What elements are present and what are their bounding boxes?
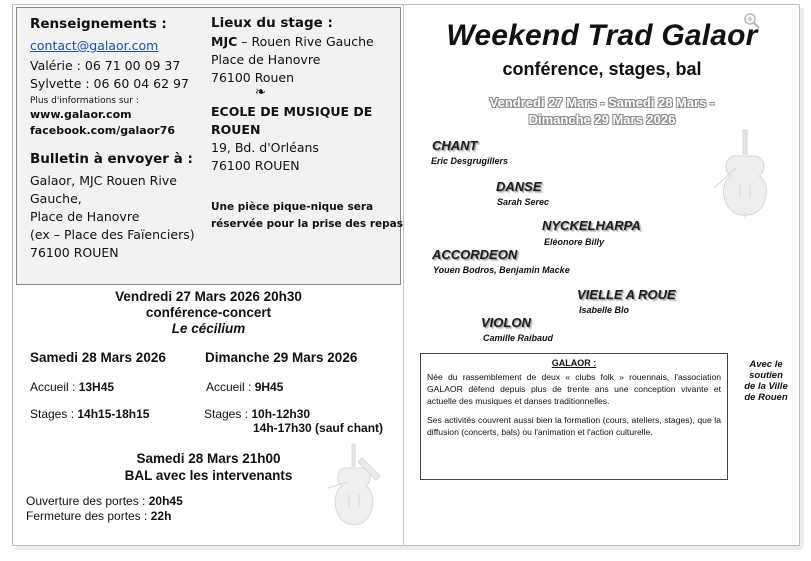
- bulletin-heading: Bulletin à envoyer à :: [30, 151, 193, 167]
- website-link[interactable]: www.galaor.com: [30, 108, 132, 121]
- phone-valerie: Valérie : 06 71 00 09 37: [30, 58, 181, 73]
- teacher-vielle-a-roue: Isabelle Blo: [579, 305, 630, 315]
- fold-line: [403, 4, 404, 546]
- dates-banner: [404, 94, 800, 128]
- venue-school-name-line: ROUEN: [211, 122, 261, 137]
- friday-event: conférence-concert: [145, 305, 272, 320]
- more-info-label: Plus d'informations sur :: [30, 96, 139, 106]
- picnic-line: Une pièce pique-nique sera: [211, 201, 374, 213]
- venue-mjc-name: MJC: [211, 34, 238, 49]
- teacher-accordeon: Youen Bodros, Benjamin Macke: [433, 265, 570, 275]
- sunday-stages-time: 10h-12h30: [251, 407, 311, 421]
- picnic-line: réservée pour la prise des repas: [211, 218, 403, 230]
- galaor-title: GALAOR :: [551, 358, 597, 368]
- ornament-icon: ❧: [255, 85, 266, 100]
- venue-music-school-name: [211, 103, 372, 139]
- teacher-nyckelharpa: Eléonore Billy: [544, 237, 605, 247]
- doors-open: [26, 494, 183, 508]
- sunday-welcome-label: Accueil :: [206, 380, 255, 394]
- stage-nyckelharpa: NYCKELHARPA: [542, 218, 641, 233]
- stage-chant: CHANT: [432, 138, 478, 153]
- email-link[interactable]: contact@galaor.com: [30, 38, 159, 53]
- saturday-title: Samedi 28 Mars 2026: [30, 350, 166, 365]
- cello-watermark-icon: [712, 128, 778, 220]
- doors-open-label: Ouverture des portes :: [26, 494, 149, 508]
- venue-school-name-line: ECOLE DE MUSIQUE DE: [211, 104, 373, 119]
- galaor-description-box: [420, 353, 728, 480]
- stage-danse: DANSE: [496, 179, 542, 194]
- saturday-stages-label: Stages :: [30, 407, 78, 421]
- sunday-welcome: [206, 380, 283, 394]
- sunday-stages: [204, 407, 310, 421]
- teacher-violon: Camille Raibaud: [483, 333, 554, 343]
- friday-date: Vendredi 27 Mars 2026 20h30: [115, 289, 302, 304]
- support-line: de Rouen: [744, 392, 788, 403]
- galaor-paragraph: Née du rassemblement de deux « clubs folk » rouennais, l'association GALAOR défend depuis plus de trente ans une conception vivante et actuelle des musiques et danses traditionnelles.: [427, 372, 721, 406]
- page-shadow-right: [800, 8, 804, 548]
- address-line: Place de Hanovre: [30, 209, 140, 224]
- venue-school-line: 19, Bd. d'Orléans: [211, 140, 319, 155]
- doors-open-time: 20h45: [148, 494, 183, 508]
- venue-mjc-line: 76100 Rouen: [211, 70, 295, 85]
- phone-sylvette: Sylvette : 06 60 04 62 97: [30, 76, 189, 91]
- facebook-link[interactable]: facebook.com/galaor76: [30, 124, 176, 137]
- saturday-welcome-time: 13H45: [78, 380, 115, 394]
- doors-close-label: Fermeture des portes :: [26, 509, 151, 523]
- bal-date: Samedi 28 Mars 21h00: [136, 451, 281, 466]
- sunday-welcome-time: 9H45: [254, 380, 284, 394]
- saturday-welcome: [30, 380, 114, 394]
- support-line: soutien: [749, 370, 783, 381]
- stage-accordeon: ACCORDEON: [432, 247, 518, 262]
- dates-line: Dimanche 29 Mars 2026: [528, 112, 676, 127]
- galaor-paragraph: Ses activités couvrent aussi bien la formation (cours, ateliers, stages), que la diffusion (concerts, bals) ou l'animation et l'action culturelle.: [427, 415, 721, 437]
- saturday-stages: [30, 407, 149, 421]
- sunday-stages-afternoon: 14h-17h30 (sauf chant): [253, 421, 384, 435]
- contact-heading: Renseignements :: [30, 16, 167, 32]
- flyer-title: Weekend Trad Galaor: [446, 19, 758, 52]
- address-line: Gauche,: [30, 191, 82, 206]
- friday-place: Le cécilium: [171, 321, 246, 336]
- sunday-title: Dimanche 29 Mars 2026: [205, 350, 358, 365]
- dates-line: Vendredi 27 Mars - Samedi 28 Mars -: [489, 95, 715, 110]
- address-line: 76100 ROUEN: [30, 245, 119, 260]
- stage-vielle-a-roue: VIELLE A ROUE: [577, 287, 676, 302]
- saturday-welcome-label: Accueil :: [30, 380, 79, 394]
- venues-heading: Lieux du stage :: [211, 15, 333, 31]
- bulletin-address: [30, 172, 195, 262]
- doors-close-time: 22h: [150, 509, 172, 523]
- flyer-subtitle: conférence, stages, bal: [502, 59, 702, 79]
- support-note: [736, 359, 796, 403]
- venue-music-school-address: [211, 139, 319, 175]
- address-line: (ex – Place des Faïenciers): [30, 227, 195, 242]
- venue-mjc-line: Place de Hanovre: [211, 52, 321, 67]
- teacher-chant: Eric Desgrugillers: [431, 156, 509, 166]
- sunday-stages-label: Stages :: [204, 407, 252, 421]
- venue-mjc-location: – Rouen Rive Gauche: [237, 34, 374, 49]
- support-line: Avec le: [749, 359, 783, 370]
- teacher-danse: Sarah Serec: [497, 197, 550, 207]
- bal-title: BAL avec les intervenants: [124, 468, 293, 483]
- address-line: Galaor, MJC Rouen Rive: [30, 173, 177, 188]
- violin-watermark-icon: [322, 438, 386, 532]
- doors-close: [26, 509, 171, 523]
- friday-block: [16, 289, 401, 337]
- venue-mjc: [211, 33, 374, 87]
- stage-violon: VIOLON: [481, 315, 531, 330]
- venue-school-line: 76100 ROUEN: [211, 158, 300, 173]
- saturday-stages-time: 14h15-18h15: [77, 407, 150, 421]
- support-line: de la Ville: [744, 381, 788, 392]
- page-shadow-bottom: [16, 546, 802, 550]
- picnic-note: [211, 199, 403, 233]
